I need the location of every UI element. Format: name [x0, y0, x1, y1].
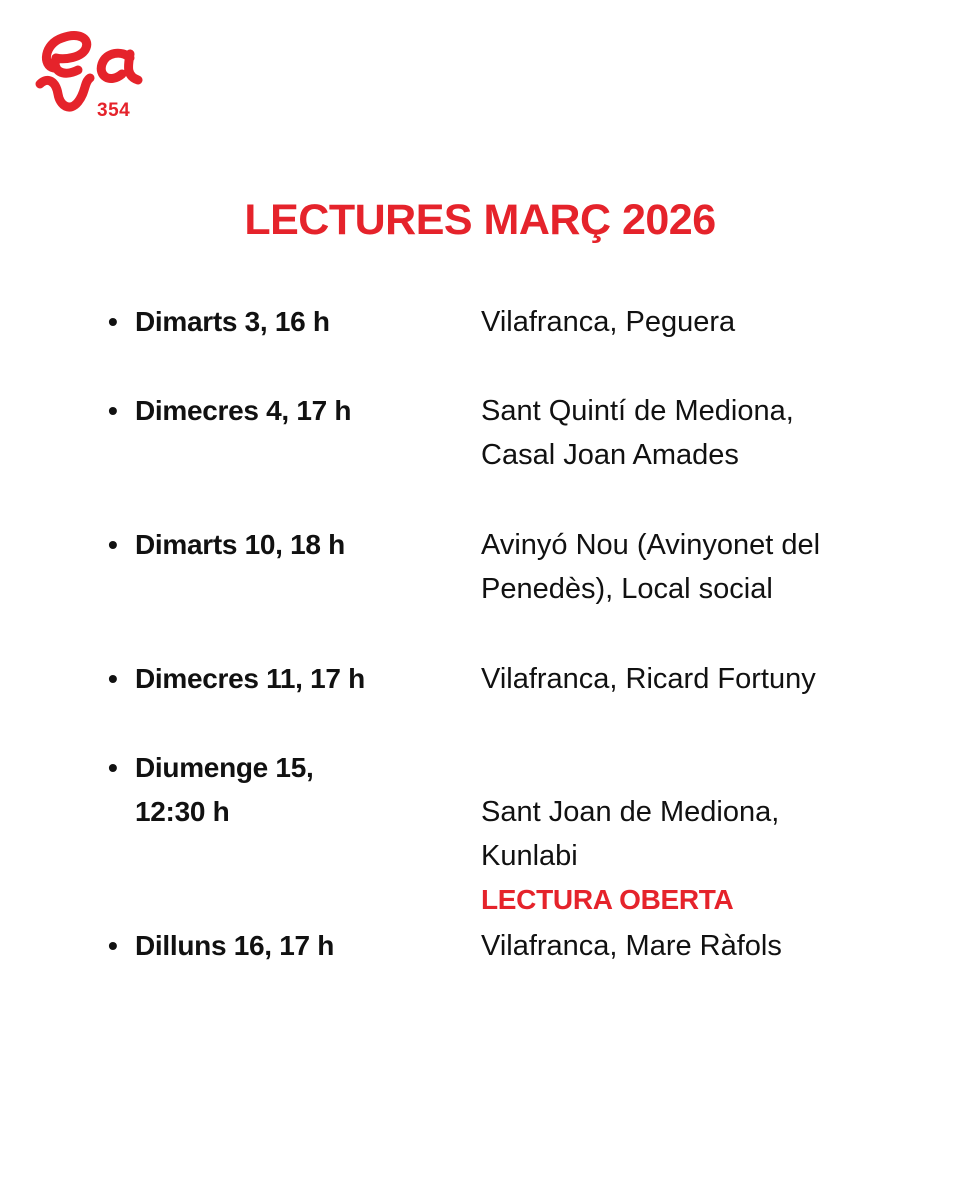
event-location: Vilafranca, Ricard Fortuny: [481, 663, 816, 695]
event-date: Dimecres 11, 17 h: [135, 663, 365, 694]
open-reading-badge: LECTURA OBERTA: [481, 884, 734, 915]
page-title: LECTURES MARÇ 2026: [244, 196, 716, 244]
event-location: Avinyó Nou (Avinyonet del Penedès), Local social: [481, 529, 821, 605]
bullet-icon: •: [108, 395, 118, 426]
event-location: Sant Quintí de Mediona, Casal Joan Amades: [481, 395, 794, 471]
event-date: Dimarts 10, 18 h: [135, 529, 345, 560]
bullet-icon: •: [108, 930, 118, 961]
event-date: Dilluns 16, 17 h: [135, 930, 335, 961]
bullet-icon: •: [108, 306, 118, 337]
bullet-icon: •: [108, 663, 118, 694]
event-location: Vilafranca, Mare Ràfols: [481, 930, 782, 962]
bullet-icon: •: [108, 529, 118, 560]
event-date: Dimarts 3, 16 h: [135, 306, 330, 337]
event-date: Dimecres 4, 17 h: [135, 395, 352, 426]
event-date: Diumenge 15, 12:30 h: [135, 752, 314, 827]
event-location: Vilafranca, Peguera: [481, 306, 736, 338]
event-location: Sant Joan de Mediona, Kunlabi: [481, 796, 780, 872]
logo-number: 354: [97, 100, 131, 121]
bullet-icon: •: [108, 752, 118, 783]
